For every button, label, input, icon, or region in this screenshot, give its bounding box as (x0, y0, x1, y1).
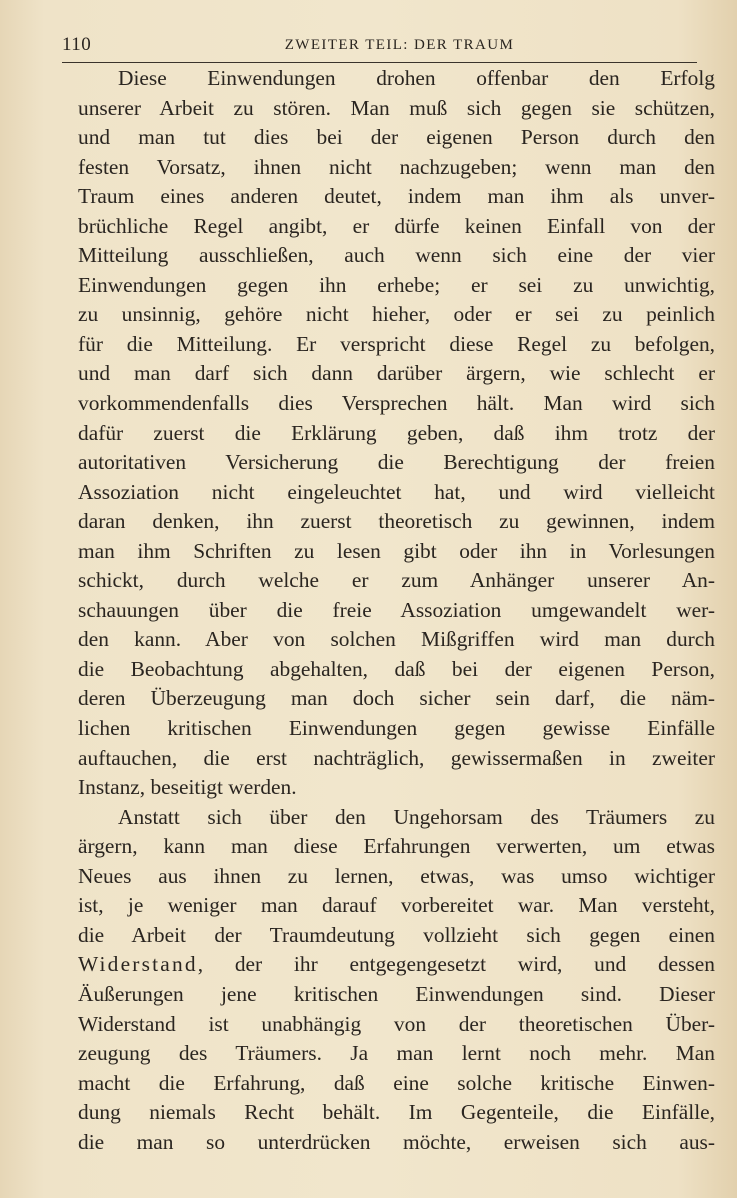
page-number: 110 (62, 34, 92, 55)
text-line: festen Vorsatz, ihnen nicht nachzugeben; wenn man den (78, 154, 715, 179)
text-line: zu unsinnig, gehöre nicht hieher, oder er sei zu peinlich (78, 302, 715, 327)
text-line: ärgern, kann man diese Erfahrungen verwerten, um etwas (78, 834, 715, 859)
text-line: und man darf sich dann darüber ärgern, wie schlecht er (78, 361, 715, 386)
text-line: Mitteilung ausschließen, auch wenn sich eine der vier (78, 243, 715, 268)
text-line: Widerstand ist unabhängig von der theoretischen Über- (78, 1011, 715, 1036)
paragraph-2 (78, 803, 715, 1158)
text-line: zeugung des Träumers. Ja man lernt noch mehr. Man (78, 1041, 715, 1066)
text-line: autoritativen Versicherung die Berechtigung der freien (78, 450, 715, 475)
page-header (62, 32, 697, 63)
text-line: macht die Erfahrung, daß eine solche kritische Einwen- (78, 1070, 715, 1095)
text-line: auftauchen, die erst nachträglich, gewissermaßen in zweiter (78, 745, 715, 770)
body-text (78, 64, 715, 1157)
text-line: die Arbeit der Traumdeutung vollzieht sich gegen einen (78, 922, 715, 947)
text-line: schickt, durch welche er zum Anhänger unserer An- (78, 568, 715, 593)
text-line: schauungen über die freie Assoziation umgewandelt wer- (78, 597, 715, 622)
text-line: und man tut dies bei der eigenen Person durch den (78, 125, 715, 150)
text-line: Instanz, beseitigt werden. (78, 775, 297, 800)
text-line: ist, je weniger man darauf vorbereitet war. Man versteht, (78, 893, 715, 918)
text-line: unserer Arbeit zu stören. Man muß sich gegen sie schützen, (78, 95, 715, 120)
paragraph-1 (78, 64, 715, 803)
text-line: Anstatt sich über den Ungehorsam des Träumers zu (118, 804, 715, 829)
text-line: die man so unterdrücken möchte, erweisen sich aus- (78, 1129, 715, 1154)
text-line: man ihm Schriften zu lesen gibt oder ihn in Vorlesungen (78, 538, 715, 563)
text-line: Assoziation nicht eingeleuchtet hat, und wird vielleicht (78, 479, 715, 504)
text-line: lichen kritischen Einwendungen gegen gewisse Einfälle (78, 716, 715, 741)
text-line-rest: , der ihr entgegengesetzt wird, und dessen (197, 952, 715, 977)
text-line: vorkommendenfalls dies Versprechen hält. Man wird sich (78, 391, 715, 416)
text-line: dung niemals Recht behält. Im Gegenteile, die Einfälle, (78, 1100, 715, 1125)
running-head: ZWEITER TEIL: DER TRAUM (284, 37, 515, 53)
text-line: brüchliche Regel angibt, er dürfe keinen Einfall von der (78, 213, 715, 238)
text-line: Traum eines anderen deutet, indem man ihm als unver- (78, 184, 715, 209)
text-line: für die Mitteilung. Er verspricht diese Regel zu befolgen, (78, 331, 715, 356)
text-line (78, 950, 715, 980)
text-line: deren Überzeugung man doch sicher sein darf, die näm- (78, 686, 715, 711)
emphasized-word: Widerstand (78, 952, 198, 977)
text-line: den kann. Aber von solchen Mißgriffen wird man durch (78, 627, 715, 652)
text-line: Äußerungen jene kritischen Einwendungen sind. Dieser (78, 981, 715, 1006)
text-line: die Beobachtung abgehalten, daß bei der eigenen Person, (78, 656, 715, 681)
text-line: Einwendungen gegen ihn erhebe; er sei zu unwichtig, (78, 272, 715, 297)
text-line: Neues aus ihnen zu lernen, etwas, was umso wichtiger (78, 863, 715, 888)
text-line: Diese Einwendungen drohen offenbar den Erfolg (118, 66, 715, 90)
text-line: dafür zuerst die Erklärung geben, daß ihm trotz der (78, 420, 715, 445)
text-line: daran denken, ihn zuerst theoretisch zu gewinnen, indem (78, 509, 715, 534)
